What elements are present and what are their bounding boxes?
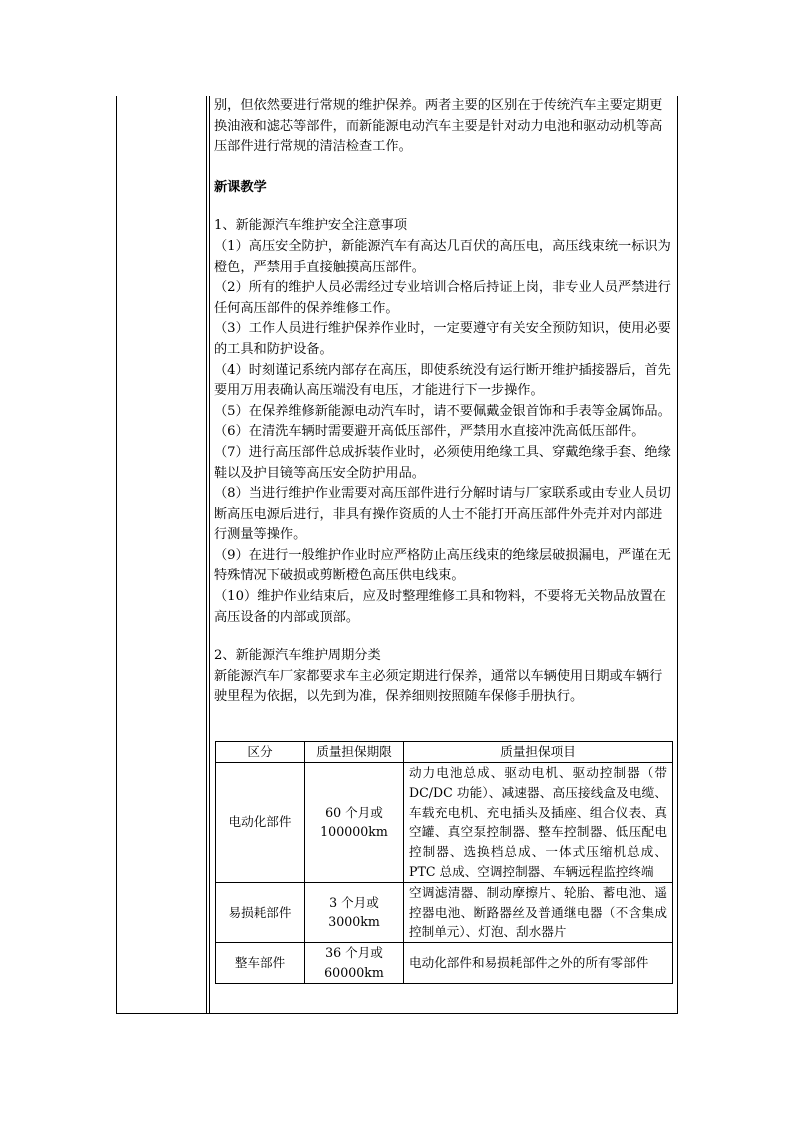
lesson-content [214,96,672,708]
row-items: 动力电池总成、驱动电机、驱动控制器（带DC/DC 功能）、减速器、高压接线盒及电缆、车载充电机、充电插头及插座、组合仪表、真空罐、真空泵控制器、整车控制器、低压配电控制器、选换档总成、一体式压缩机总成、PTC 总成、空调控制器、车辆远程监控终端 [404,763,673,883]
period-line: 3000km [328,914,380,930]
warranty-table [215,741,673,984]
period-line: 100000km [320,824,388,840]
period-line: 60 个月或 [325,804,383,820]
table-row [216,763,673,883]
safety-item: （7）进行高压部件总成拆装作业时，必须使用绝缘工具、穿戴绝缘手套、绝缘鞋以及护目镜等高压安全防护用品。 [214,444,671,481]
safety-item: （1）高压安全防护，新能源汽车有高达几百伏的高压电，高压线束统一标识为橙色，严禁用手直接触摸高压部件。 [214,238,671,275]
row-category: 电动化部件 [216,763,305,883]
row-period [305,882,404,942]
section2-text: 新能源汽车厂家都要求车主必须定期进行保养，通常以车辆使用日期或车辆行驶里程为依据，以先到为准，保养细则按照随车保修手册执行。 [214,668,663,705]
safety-item: （9）在进行一般维护作业时应严格防止高压线束的绝缘层破损漏电，严谨在无特殊情况下破损或剪断橙色高压供电线束。 [214,547,671,584]
safety-item: （2）所有的维护人员必需经过专业培训合格后持证上岗，非专业人员严禁进行任何高压部件的保养维修工作。 [214,280,671,316]
table-row [216,882,673,942]
section2-title: 2、新能源汽车维护周期分类 [214,648,381,664]
safety-item: （4）时刻谨记系统内部存在高压，即使系统没有运行断开维护插接器后，首先要用万用表确认高压端没有电压，才能进行下一步操作。 [214,362,671,399]
table-row [216,943,673,984]
period-line: 3 个月或 [329,894,379,910]
section1-title: 1、新能源汽车维护安全注意事项 [214,218,408,234]
table-header-row [216,742,673,763]
period-line: 60000km [324,964,384,980]
column-divider [206,96,207,1014]
safety-item: （5）在保养维修新能源电动汽车时，请不要佩戴金银首饰和手表等金属饰品。 [214,403,671,419]
row-category: 易损耗部件 [216,882,305,942]
safety-item: （6）在清洗车辆时需要避开高低压部件，严禁用水直接冲洗高低压部件。 [214,424,645,440]
period-line: 36 个月或 [325,945,383,961]
intro-paragraph: 别，但依然要进行常规的维护保养。两者主要的区别在于传统汽车主要定期更换油液和滤芯等部件，而新能源电动汽车主要是针对动力电池和驱动动机等高压部件进行常规的清洁检查工作。 [214,98,663,155]
header-items: 质量担保项目 [404,742,673,763]
row-category: 整车部件 [216,943,305,984]
row-period [305,943,404,984]
row-period [305,763,404,883]
section-heading: 新课教学 [214,179,267,195]
column-divider-inner [209,96,210,1014]
header-category: 区分 [216,742,305,763]
safety-item: （10）维护作业结束后，应及时整理维修工具和物料，不要将无关物品放置在高压设备的内部或顶部。 [214,589,666,625]
row-items: 电动化部件和易损耗部件之外的所有零部件 [404,943,673,984]
header-period: 质量担保期限 [305,742,404,763]
row-items: 空调滤清器、制动摩擦片、轮胎、蓄电池、遥控器电池、断路器丝及普通继电器（不含集成控制单元）、灯泡、刮水器片 [404,882,673,942]
safety-item: （8）当进行维护作业需要对高压部件进行分解时请与厂家联系或由专业人员切断高压电源后进行，非具有操作资质的人士不能打开高压部件外壳并对内部进行测量等操作。 [214,486,671,543]
safety-item: （3）工作人员进行维护保养作业时，一定要遵守有关安全预防知识，使用必要的工具和防护设备。 [214,321,671,357]
